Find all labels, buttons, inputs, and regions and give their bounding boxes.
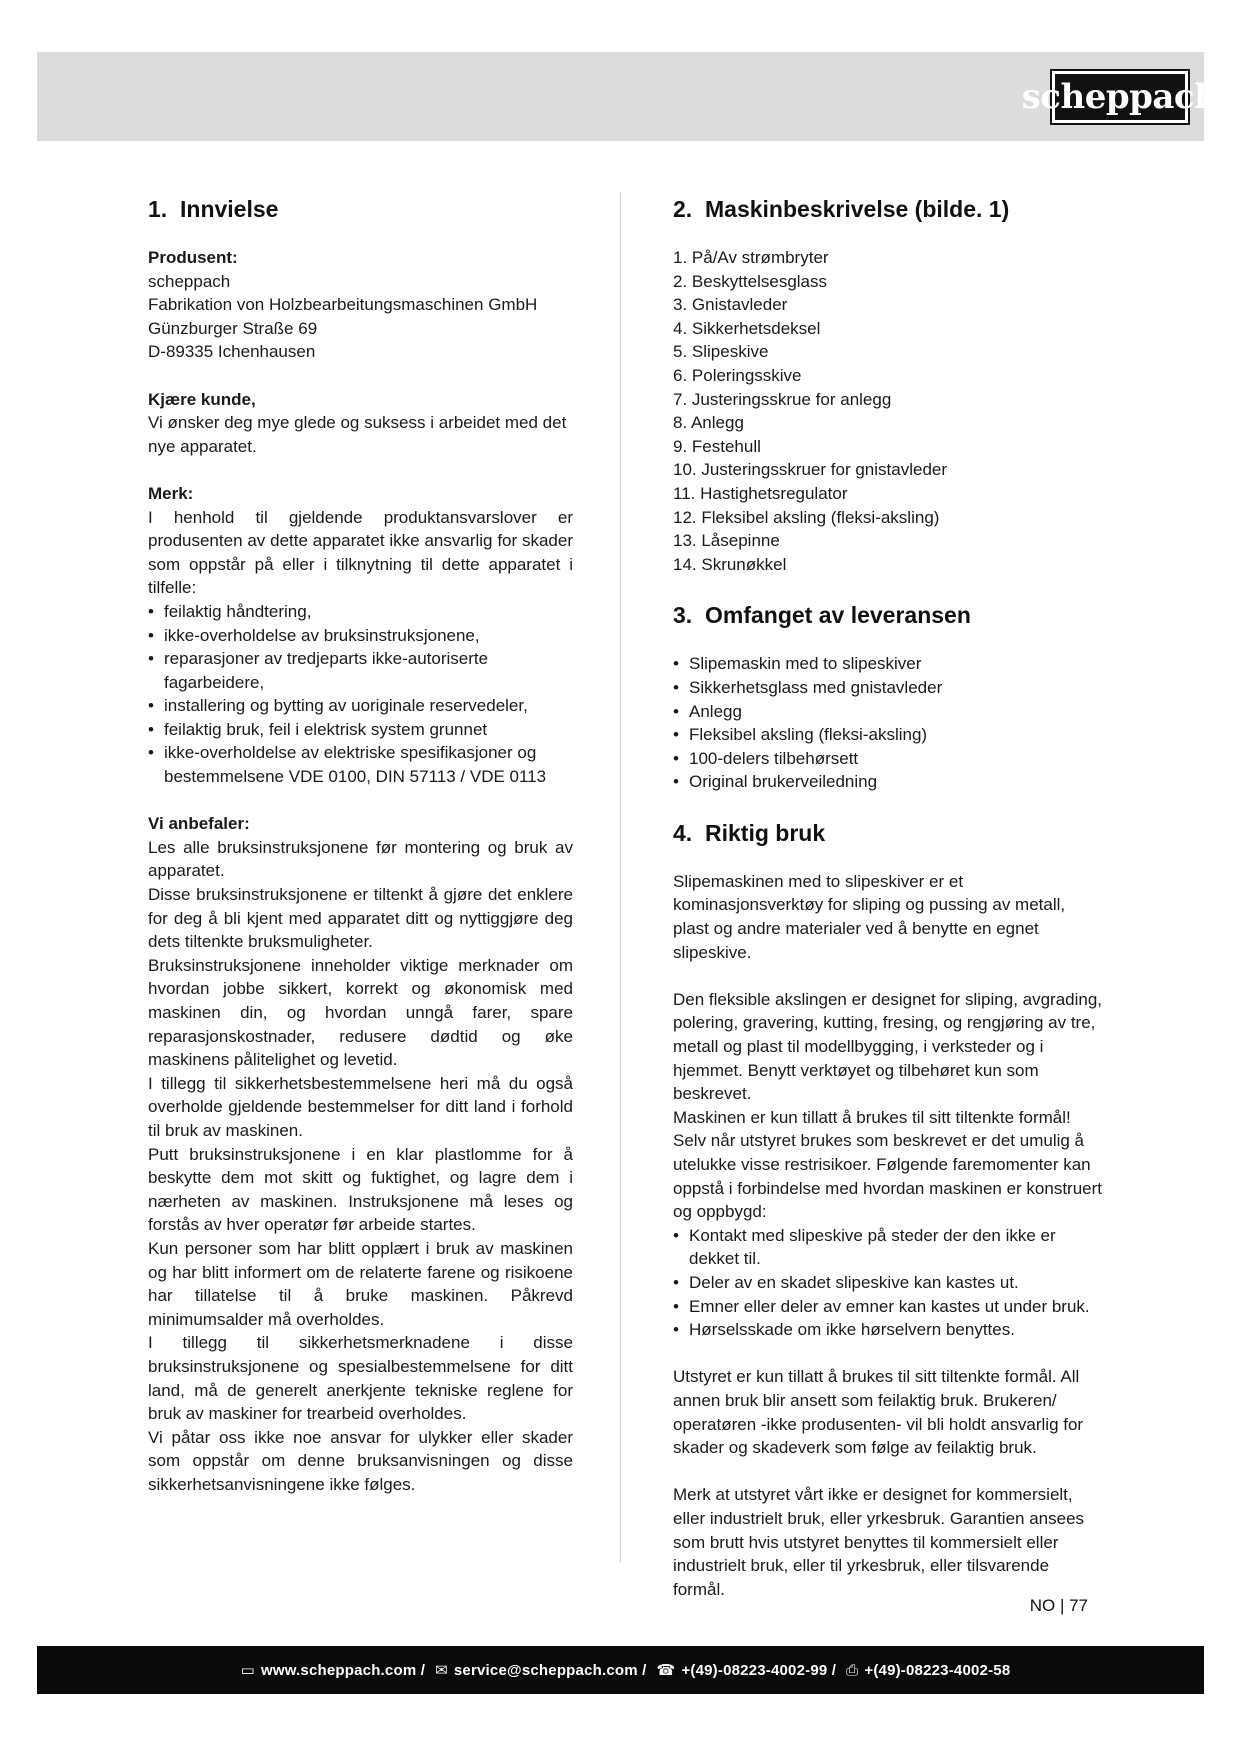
section-title: Maskinbeskrivelse (bilde. 1) [705, 196, 1010, 222]
recommend-label: Vi anbefaler: [148, 814, 250, 834]
phone-icon: ☎ [656, 1662, 676, 1679]
section-number: 4. [673, 819, 693, 846]
page-number: NO | 77 [1029, 1596, 1088, 1615]
footer-bar [37, 1646, 1204, 1694]
list-item: 7. Justeringsskrue for anlegg [673, 389, 892, 409]
list-item: • Deler av en skadet slipeskive kan kastes ut. [673, 1271, 1103, 1295]
list-item: 1. På/Av strømbryter [673, 248, 829, 267]
list-item: • Fleksibel aksling (fleksi-aksling) [673, 723, 1103, 747]
fax-icon: ⎙ [846, 1661, 859, 1679]
use-paragraph: Maskinen er kun tillatt å brukes til sitt tiltenkte formål! Selv når utstyret brukes som beskrevet er det umulig å utelukke visse restrisikoer. Følgende faremomenter kan oppstå i forbindelse med hvordan maskinen er konstruert og oppbygd: [673, 1107, 1103, 1222]
list-item: 4. Sikkerhetsdeksel [673, 318, 821, 338]
list-item: 9. Festehull [673, 436, 761, 456]
hazard-list [673, 1224, 1103, 1342]
list-item: 6. Poleringsskive [673, 365, 802, 385]
recommend-paragraph: Bruksinstruksjonene inneholder viktige merknader om hvordan jobbe sikkert, korrekt og økonomisk med maskinen din, og hvordan unngå farer, spare reparasjonskostnader, redusere dødtid og øke maskinens pålitelighet og levetid. [148, 955, 573, 1070]
section-2-heading [673, 192, 1103, 226]
manufacturer-line: scheppach [148, 271, 231, 291]
list-item: • reparasjoner av tredjeparts ikke-autoriserte fagarbeidere, [148, 647, 573, 694]
list-item: • Slipemaskin med to slipeskiver [673, 652, 1103, 676]
recommend-paragraph: Les alle bruksinstruksjonene før montering og bruk av apparatet. [148, 837, 573, 881]
list-item: 12. Fleksibel aksling (fleksi-aksling) [673, 507, 940, 527]
recommend-paragraph: I tillegg til sikkerhetsmerknadene i disse bruksinstruksjonene og spesialbestemmelsene for ditt land, må de generelt anerkjente tekniske reglene for bruk av maskiner for trearbeid overholdes. [148, 1333, 573, 1424]
footer-web-link[interactable]: www.scheppach.com / [260, 1661, 426, 1679]
section-number: 1. [148, 196, 168, 222]
section-title: Innvielse [180, 196, 279, 222]
list-item: • feilaktig bruk, feil i elektrisk system grunnet [148, 718, 573, 742]
list-item: • ikke-overholdelse av elektriske spesifikasjoner og bestemmelsene VDE 0100, DIN 57113 / VDE 0113 [148, 741, 573, 788]
list-item: 5. Slipeskive [673, 342, 769, 362]
list-item: • Kontakt med slipeskive på steder der den ikke er dekket til. [673, 1224, 1103, 1271]
customer-text: Vi ønsker deg mye glede og suksess i arbeidet med det nye apparatet. [148, 413, 567, 456]
note-text: I henhold til gjeldende produktansvarslover er produsenten av dette apparatet ikke ansvarlig for skader som oppstår på eller i tilknytning til dette apparatet i tilfelle: [148, 507, 573, 598]
list-item: 14. Skrunøkkel [673, 554, 787, 574]
section-number: 3. [673, 602, 693, 629]
list-item: • 100-delers tilbehørsett [673, 747, 1103, 771]
use-paragraph: Utstyret er kun tillatt å brukes til sitt tiltenkte formål. All annen bruk blir ansett som feilaktig bruk. Brukeren/ operatøren -ikke produsenten- vil bli holdt ansvarlig for skader og skadeverk som følge av feilaktig bruk. [673, 1367, 1084, 1458]
computer-icon: ▭ [240, 1662, 255, 1679]
list-item: 13. Låsepinne [673, 531, 780, 551]
right-column [673, 192, 1103, 1601]
manufacturer-line: D-89335 Ichenhausen [148, 342, 316, 362]
list-item: • Hørselsskade om ikke hørselvern benyttes. [673, 1318, 1103, 1342]
parts-list [673, 246, 1103, 576]
recommend-paragraph: Vi påtar oss ikke noe ansvar for ulykker eller skader som oppstår om denne bruksanvisningen og disse sikkerhetsanvisningene ikke følges. [148, 1427, 573, 1494]
column-divider [620, 192, 621, 1562]
list-item: 2. Beskyttelsesglass [673, 271, 828, 291]
list-item: • feilaktig håndtering, [148, 600, 573, 624]
footer-fax: +(49)-08223-4002-58 [864, 1661, 1011, 1679]
section-4-heading [673, 816, 1103, 850]
list-item: • Emner eller deler av emner kan kastes ut under bruk. [673, 1295, 1103, 1319]
mail-icon: ✉ [435, 1662, 448, 1679]
scheppach-logo: scheppach [1050, 69, 1190, 125]
section-title: Riktig bruk [705, 819, 826, 846]
use-paragraph: Slipemaskinen med to slipeskiver er et kominasjonsverktøy for sliping og pussing av metall, plast og andre materialer ved å benytte en egnet slipeskive. [673, 871, 1066, 962]
list-item: • Original brukerveiledning [673, 770, 1103, 794]
note-bullet-list [148, 600, 573, 789]
section-1-heading [148, 192, 573, 226]
recommend-paragraph: Kun personer som har blitt opplært i bruk av maskinen og har blitt informert om de relaterte farene og risikoene har tillatelse til å bruke maskinen. Påkrevd minimumsalder må overholdes. [148, 1238, 573, 1329]
manufacturer-line: Fabrikation von Holzbearbeitungsmaschinen GmbH [148, 295, 538, 315]
footer-email-link[interactable]: service@scheppach.com / [453, 1661, 647, 1679]
recommend-paragraph: Putt bruksinstruksjonene i en klar plastlomme for å beskytte dem mot skitt og fuktighet, og lagre dem i nærheten av maskinen. Instruksjonene må leses og forstås av hver operatør før arbeide startes. [148, 1144, 573, 1235]
manufacturer-label: Produsent: [148, 248, 238, 267]
footer-phone: +(49)-08223-4002-99 / [681, 1661, 837, 1679]
use-paragraph: Den fleksible akslingen er designet for sliping, avgrading, polering, gravering, kutting, fresing, og rengjøring av tre, metall og plast til modellbygging, i verksteder og i hjemmet. Benytt verktøyet og tilbehøret kun som beskrevet. [673, 989, 1103, 1104]
list-item: 3. Gnistavleder [673, 295, 788, 315]
header-band [37, 52, 1219, 141]
list-item: • installering og bytting av uoriginale reservedeler, [148, 694, 573, 718]
list-item: • ikke-overholdelse av bruksinstruksjonene, [148, 624, 573, 648]
section-3-heading [673, 598, 1103, 632]
use-paragraph: Merk at utstyret vårt ikke er designet for kommersielt, eller industrielt bruk, eller yrkesbruk. Garantien ansees som brutt hvis utstyret benyttes til kommersielt eller industrielt bruk, eller til yrkesbruk, eller tilsvarende formål. [673, 1485, 1085, 1599]
recommend-paragraph: I tillegg til sikkerhetsbestemmelsene heri må du også overholde gjeldende bestemmelser for ditt land i forhold til bruk av maskinen. [148, 1073, 573, 1140]
left-column [148, 192, 573, 1496]
note-label: Merk: [148, 483, 194, 503]
list-item: 11. Hastighetsregulator [673, 483, 848, 503]
delivery-list [673, 652, 1103, 794]
manufacturer-line: Günzburger Straße 69 [148, 318, 318, 338]
list-item: 10. Justeringsskruer for gnistavleder [673, 460, 948, 480]
list-item: 8. Anlegg [673, 413, 744, 433]
list-item: • Anlegg [673, 700, 1103, 724]
list-item: • Sikkerhetsglass med gnistavleder [673, 676, 1103, 700]
section-number: 2. [673, 196, 693, 222]
section-title: Omfanget av leveransen [705, 602, 971, 629]
recommend-paragraph: Disse bruksinstruksjonene er tiltenkt å gjøre det enklere for deg å bli kjent med apparatet ditt og nyttiggjøre deg dets tiltenkte bruksmuligheter. [148, 885, 573, 952]
customer-label: Kjære kunde, [148, 389, 256, 409]
